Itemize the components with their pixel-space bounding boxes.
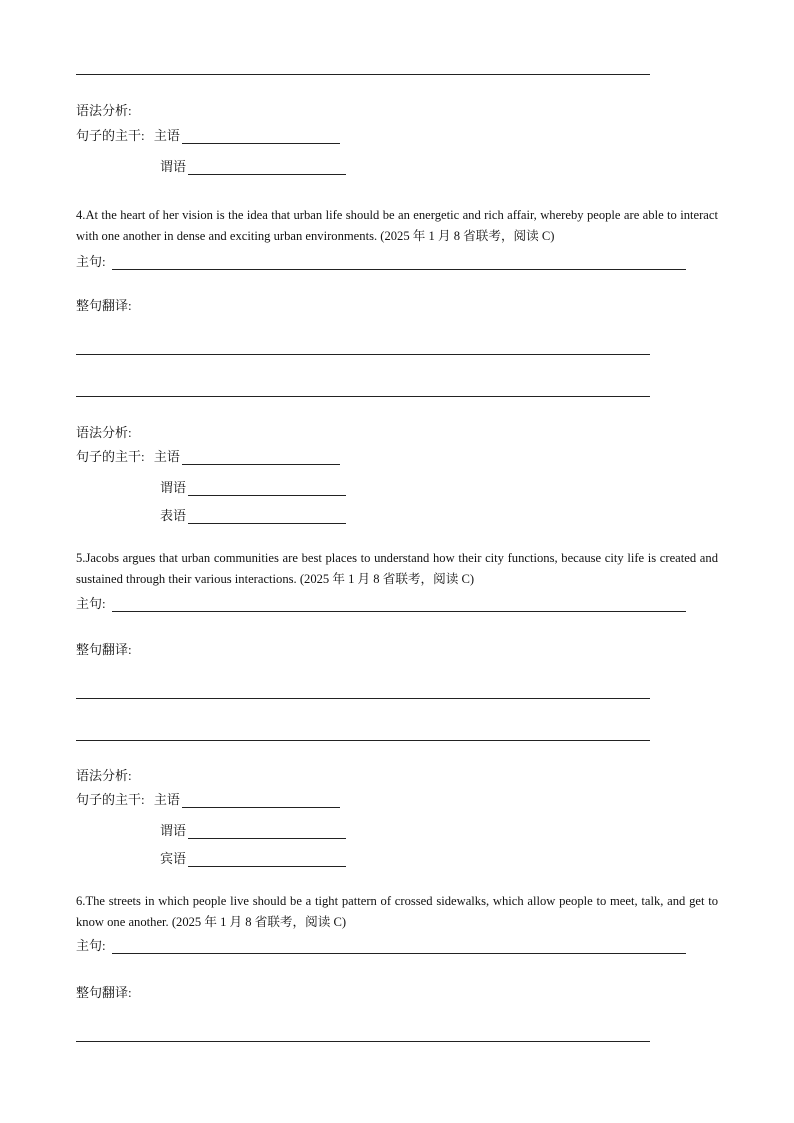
answer-line[interactable] [76, 1041, 650, 1042]
main-clause-blank[interactable] [112, 940, 686, 954]
trunk-label-text: 句子的主干: [76, 128, 145, 143]
object-label: 宾语 [160, 851, 187, 866]
subject-label: 主语 [153, 128, 180, 143]
predicative-row [160, 508, 346, 524]
main-clause-blank[interactable] [112, 598, 686, 612]
predicate-blank[interactable] [188, 482, 346, 496]
subject-blank[interactable] [182, 451, 340, 465]
predicative-blank[interactable] [188, 510, 346, 524]
answer-line[interactable] [76, 698, 650, 699]
trunk-label-text: 句子的主干: [76, 449, 145, 464]
main-clause-row [76, 938, 686, 954]
trunk-label [76, 128, 340, 144]
object-row [160, 851, 346, 867]
main-clause-label: 主句: [76, 938, 106, 953]
predicate-blank[interactable] [188, 825, 346, 839]
question-4-text: 4.At the heart of her vision is the idea that urban life should be an energetic and rich affair, whereby people are able to interact with one another in dense and exciting urban environments. (2025 年 1 月 8 省联考，阅读 C) [76, 208, 718, 243]
grammar-analysis-label: 语法分析: [76, 103, 132, 118]
translation-label: 整句翻译: [76, 985, 132, 1000]
answer-line[interactable] [76, 396, 650, 397]
question-5-text: 5.Jacobs argues that urban communities are best places to understand how their city functions, because city life is created and sustained through their various interactions. (2025 年 1 月 8 省联考，阅读 C) [76, 551, 718, 586]
answer-line[interactable] [76, 740, 650, 741]
main-clause-blank[interactable] [112, 256, 686, 270]
translation-label: 整句翻译: [76, 642, 132, 657]
answer-line[interactable] [76, 74, 650, 75]
predicate-row [160, 480, 346, 496]
answer-line[interactable] [76, 354, 650, 355]
subject-blank[interactable] [182, 130, 340, 144]
predicate-label: 谓语 [160, 159, 187, 174]
main-clause-row [76, 254, 686, 270]
subject-label: 主语 [153, 449, 180, 464]
subject-label: 主语 [153, 792, 180, 807]
trunk-label [76, 449, 340, 465]
grammar-analysis-label: 语法分析: [76, 768, 132, 783]
predicative-label: 表语 [160, 508, 187, 523]
grammar-analysis-label: 语法分析: [76, 425, 132, 440]
trunk-label [76, 792, 340, 808]
main-clause-label: 主句: [76, 596, 106, 611]
main-clause-row [76, 596, 686, 612]
predicate-row [160, 159, 346, 175]
trunk-label-text: 句子的主干: [76, 792, 145, 807]
predicate-row [160, 823, 346, 839]
question-6-text: 6.The streets in which people live should be a tight pattern of crossed sidewalks, which allow people to meet, talk, and get to know one another. (2025 年 1 月 8 省联考，阅读 C) [76, 894, 718, 929]
predicate-label: 谓语 [160, 480, 187, 495]
translation-label: 整句翻译: [76, 298, 132, 313]
subject-blank[interactable] [182, 794, 340, 808]
predicate-blank[interactable] [188, 161, 346, 175]
predicate-label: 谓语 [160, 823, 187, 838]
object-blank[interactable] [188, 853, 346, 867]
main-clause-label: 主句: [76, 254, 106, 269]
